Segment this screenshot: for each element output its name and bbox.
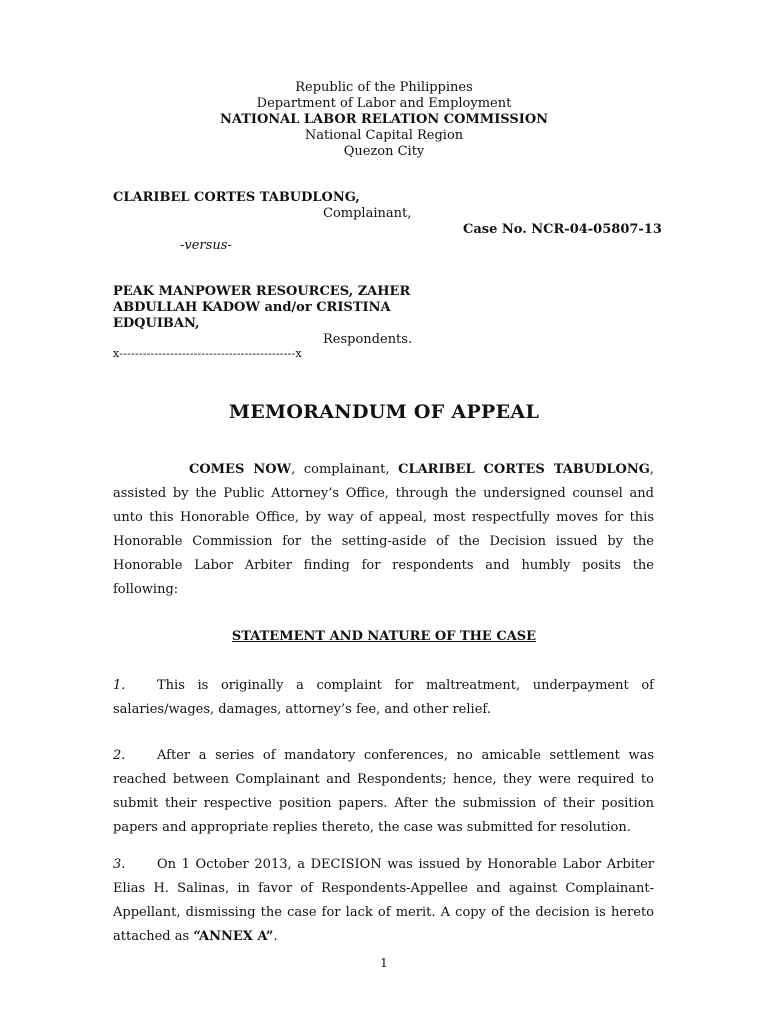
header-commission: NATIONAL LABOR RELATION COMMISSION <box>219 112 549 127</box>
annex-label: “ANNEX A” <box>193 929 274 944</box>
header-city: Quezon City <box>343 144 425 159</box>
paragraph-end: . <box>273 929 278 944</box>
section-heading: STATEMENT AND NATURE OF THE CASE <box>231 629 537 644</box>
document-title: MEMORANDUM OF APPEAL <box>228 401 540 423</box>
versus-label: -versus- <box>180 238 232 253</box>
paragraph-number: 2. <box>113 748 126 763</box>
caption-divider: x---------------------------------------------x <box>113 347 302 360</box>
paragraph-text: On 1 October 2013, a DECISION was issued by Honorable Labor Arbiter Elias H. Salinas, in favor of Respondents-Appellee and against Complainant-Appellant, dismissing the case for lack of merit. A copy of the decision is hereto attached as <box>113 857 654 944</box>
respondents-line-2: ABDULLAH KADOW and/or CRISTINA <box>113 300 391 315</box>
intro-text-1: , complainant, <box>291 462 399 477</box>
paragraph-3 <box>113 853 654 949</box>
paragraph-2 <box>113 744 654 840</box>
paragraph-1 <box>113 674 654 722</box>
respondents-line-1: PEAK MANPOWER RESOURCES, ZAHER <box>113 284 411 299</box>
header-department: Department of Labor and Employment <box>256 96 512 111</box>
paragraph-number: 1. <box>113 678 126 693</box>
paragraph-text: This is originally a complaint for maltreatment, underpayment of salaries/wages, damages, attorney’s fee, and other relief. <box>113 678 654 717</box>
header-republic: Republic of the Philippines <box>295 80 473 95</box>
case-number: Case No. NCR-04-05807-13 <box>463 222 662 237</box>
paragraph-text: After a series of mandatory conferences, no amicable settlement was reached between Complainant and Respondents; hence, they were required to submit their respective position papers. After the submission of their position papers and appropriate replies thereto, the case was submitted for resolution. <box>113 748 654 835</box>
complainant-name: CLARIBEL CORTES TABUDLONG, <box>113 190 360 205</box>
complainant-role: Complainant, <box>323 206 412 221</box>
paragraph-number: 3. <box>113 857 126 872</box>
header-region: National Capital Region <box>304 128 464 143</box>
respondents-line-3: EDQUIBAN, <box>113 316 200 331</box>
intro-paragraph <box>113 458 654 602</box>
intro-lead: COMES NOW <box>189 462 292 477</box>
intro-text-2: , assisted by the Public Attorney’s Office, through the undersigned counsel and unto this Honorable Office, by way of appeal, most respectfully moves for this Honorable Commission for the setting-aside of the Decision issued by the Honorable Labor Arbiter finding for respondents and humbly posits the following: <box>113 462 654 597</box>
intro-complainant-name: CLARIBEL CORTES TABUDLONG <box>398 462 650 477</box>
respondents-role: Respondents. <box>323 332 413 347</box>
page-number: 1 <box>380 956 388 970</box>
